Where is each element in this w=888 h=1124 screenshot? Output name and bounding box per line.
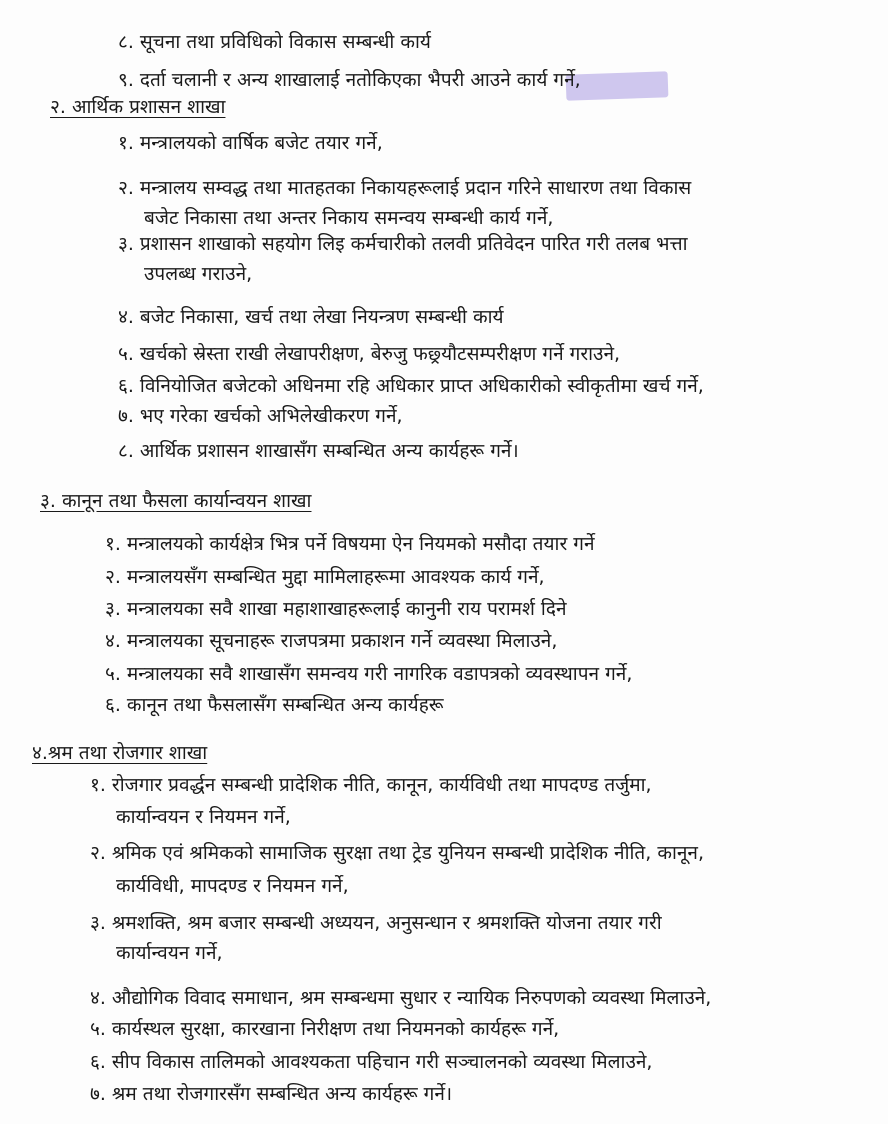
list-item bbox=[105, 596, 567, 622]
item-number: २. bbox=[118, 177, 134, 199]
list-item bbox=[118, 438, 519, 464]
item-number: ६. bbox=[90, 1051, 106, 1073]
item-text: कार्यस्थल सुरक्षा, कारखाना निरीक्षण तथा नियमनको कार्यहरू गर्ने, bbox=[111, 1018, 560, 1040]
item-text-continuation: कार्यान्वयन गर्ने, bbox=[116, 942, 223, 964]
item-text: मन्त्रालयको कार्यक्षेत्र भित्र पर्ने विषयमा ऐन नियमको मसौदा तयार गर्ने bbox=[126, 533, 595, 555]
list-item bbox=[105, 531, 595, 557]
item-text: मन्त्रालयको वार्षिक बजेट तयार गर्ने, bbox=[139, 132, 383, 154]
item-number: १. bbox=[105, 533, 121, 555]
list-item bbox=[118, 67, 581, 93]
item-text: मन्त्रालयका सवै शाखासँग समन्वय गरी नागरिक वडापत्रको व्यवस्थापन गर्ने, bbox=[126, 663, 633, 685]
item-text: मन्त्रालयसँग सम्बन्धित मुद्दा मामिलाहरूमा आवश्यक कार्य गर्ने, bbox=[126, 566, 545, 588]
item-number: ४. bbox=[118, 306, 134, 328]
item-text: प्रशासन शाखाको सहयोग लिइ कर्मचारीको तलवी प्रतिवेदन पारित गरी तलब भत्ता bbox=[139, 233, 688, 255]
item-text: सूचना तथा प्रविधिको विकास सम्बन्धी कार्य bbox=[139, 31, 431, 53]
list-item bbox=[90, 1016, 559, 1042]
item-text: रोजगार प्रवर्द्धन सम्बन्धी प्रादेशिक नीति, कानून, कार्यविधी तथा मापदण्ड तर्जुमा, bbox=[111, 774, 652, 796]
item-text-continuation: बजेट निकासा तथा अन्तर निकाय समन्वय सम्बन्धी कार्य गर्ने, bbox=[144, 207, 554, 229]
list-item bbox=[90, 840, 704, 866]
item-text-continuation: कार्यविधी, मापदण्ड र नियमन गर्ने, bbox=[116, 875, 349, 897]
item-number: ५. bbox=[118, 343, 134, 365]
item-text: श्रमिक एवं श्रमिकको सामाजिक सुरक्षा तथा ट्रेड युनियन सम्बन्धी प्रादेशिक नीति, कानून, bbox=[111, 842, 704, 864]
item-text: सीप विकास तालिमको आवश्यकता पहिचान गरी सञ्चालनको व्यवस्था मिलाउने, bbox=[111, 1051, 653, 1073]
list-item bbox=[118, 175, 691, 201]
list-item bbox=[118, 231, 688, 257]
list-item bbox=[105, 628, 557, 654]
item-number: ५. bbox=[90, 1018, 106, 1040]
item-text: बजेट निकासा, खर्च तथा लेखा नियन्त्रण सम्बन्धी कार्य bbox=[139, 306, 504, 328]
list-item bbox=[90, 910, 662, 936]
item-number: १. bbox=[90, 774, 106, 796]
list-item bbox=[90, 1081, 452, 1107]
item-text: मन्त्रालय सम्वद्ध तथा मातहतका निकायहरूलाई प्रदान गरिने साधारण तथा विकास bbox=[139, 177, 692, 199]
ink-stamp-mark bbox=[566, 71, 669, 101]
item-number: ९. bbox=[118, 69, 134, 91]
section-heading: ३. कानून तथा फैसला कार्यान्वयन शाखा bbox=[40, 490, 312, 512]
list-item bbox=[105, 692, 444, 718]
item-number: ४. bbox=[90, 987, 106, 1009]
item-text: आर्थिक प्रशासन शाखासँग सम्बन्धित अन्य कार्यहरू गर्ने। bbox=[139, 440, 519, 462]
section-heading: २. आर्थिक प्रशासन शाखा bbox=[50, 96, 226, 118]
list-item bbox=[118, 304, 504, 330]
list-item bbox=[118, 130, 383, 156]
item-text: औद्योगिक विवाद समाधान, श्रम सम्बन्धमा सुधार र न्यायिक निरुपणको व्यवस्था मिलाउने, bbox=[111, 987, 712, 1009]
item-number: ५. bbox=[105, 663, 121, 685]
item-text: भए गरेका खर्चको अभिलेखीकरण गर्ने, bbox=[139, 405, 403, 427]
item-text-continuation: उपलब्ध गराउने, bbox=[144, 263, 253, 285]
item-number: ३. bbox=[118, 233, 134, 255]
item-number: ३. bbox=[90, 912, 106, 934]
list-item bbox=[90, 985, 711, 1011]
item-number: ८. bbox=[118, 440, 134, 462]
list-item bbox=[118, 341, 620, 367]
list-item bbox=[105, 564, 545, 590]
item-text: खर्चको स्रेस्ता राखी लेखापरीक्षण, बेरुजु फछ्र्यौटसम्परीक्षण गर्ने गराउने, bbox=[139, 343, 621, 365]
item-text: कानून तथा फैसलासँग सम्बन्धित अन्य कार्यहरू bbox=[126, 694, 444, 716]
item-number: २. bbox=[105, 566, 121, 588]
item-text: मन्त्रालयका सूचनाहरू राजपत्रमा प्रकाशन गर्ने व्यवस्था मिलाउने, bbox=[126, 630, 558, 652]
list-item bbox=[90, 1049, 652, 1075]
item-number: २. bbox=[90, 842, 106, 864]
item-number: ६. bbox=[118, 375, 134, 397]
item-text: श्रमशक्ति, श्रम बजार सम्बन्धी अध्ययन, अनुसन्धान र श्रमशक्ति योजना तयार गरी bbox=[111, 912, 662, 934]
item-text-continuation: कार्यान्वयन र नियमन गर्ने, bbox=[116, 806, 291, 828]
list-item bbox=[90, 772, 652, 798]
list-item bbox=[118, 29, 431, 55]
list-item bbox=[118, 373, 704, 399]
item-number: ६. bbox=[105, 694, 121, 716]
item-number: ४. bbox=[105, 630, 121, 652]
item-number: ३. bbox=[105, 598, 121, 620]
item-number: ८. bbox=[118, 31, 134, 53]
item-text: दर्ता चलानी र अन्य शाखालाई नतोकिएका भैपरी आउने कार्य गर्ने, bbox=[139, 69, 581, 91]
item-text: श्रम तथा रोजगारसँग सम्बन्धित अन्य कार्यहरू गर्ने। bbox=[111, 1083, 453, 1105]
item-number: ७. bbox=[118, 405, 134, 427]
item-number: १. bbox=[118, 132, 134, 154]
item-text: मन्त्रालयका सवै शाखा महाशाखाहरूलाई कानुनी राय परामर्श दिने bbox=[126, 598, 567, 620]
list-item bbox=[105, 661, 632, 687]
item-text: विनियोजित बजेटको अधिनमा रहि अधिकार प्राप्त अधिकारीको स्वीकृतीमा खर्च गर्ने, bbox=[139, 375, 704, 397]
section-heading: ४.श्रम तथा रोजगार शाखा bbox=[32, 742, 208, 764]
item-number: ७. bbox=[90, 1083, 106, 1105]
list-item bbox=[118, 403, 403, 429]
